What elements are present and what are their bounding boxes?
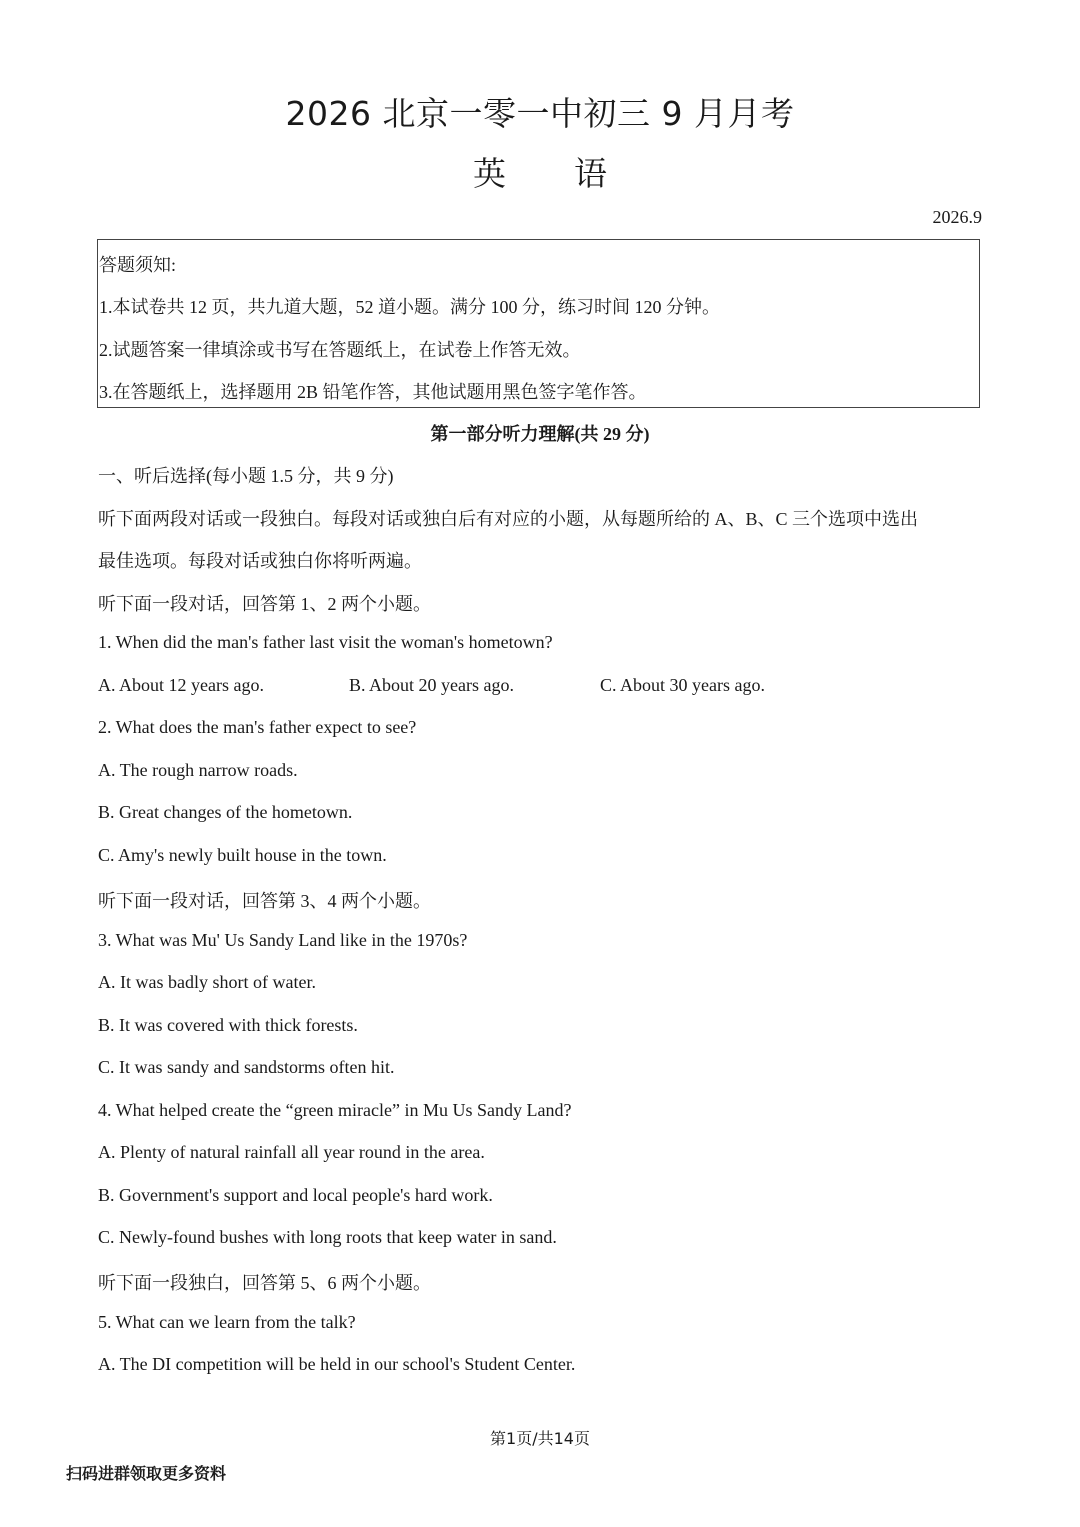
exam-date: 2026.9	[932, 207, 982, 227]
q2-option-c: C. Amy's newly built house in the town.	[98, 845, 387, 865]
notice-item: 1.本试卷共 12 页，共九道大题，52 道小题。满分 100 分，练习时间 120 分钟。	[99, 297, 720, 317]
section-title: 第一部分听力理解(共 29 分)	[430, 424, 650, 444]
exam-title: 2026 北京一零一中初三 9 月月考	[285, 94, 795, 133]
q1-option-c: C. About 30 years ago.	[600, 675, 765, 695]
notice-item: 2.试题答案一律填涂或书写在答题纸上，在试卷上作答无效。	[99, 340, 581, 360]
q2-option-a: A. The rough narrow roads.	[98, 760, 298, 780]
q5-option-a: A. The DI competition will be held in our school's Student Center.	[98, 1354, 576, 1374]
notice-heading: 答题须知:	[99, 255, 177, 275]
dialogue-prompt: 听下面一段对话，回答第 3、4 两个小题。	[98, 891, 431, 911]
question-5: 5. What can we learn from the talk?	[98, 1312, 356, 1332]
q3-option-b: B. It was covered with thick forests.	[98, 1015, 358, 1035]
monologue-prompt: 听下面一段独白，回答第 5、6 两个小题。	[98, 1273, 431, 1293]
q1-option-a: A. About 12 years ago.	[98, 675, 264, 695]
instructions-line: 最佳选项。每段对话或独白你将听两遍。	[98, 551, 422, 571]
q4-option-b: B. Government's support and local people's hard work.	[98, 1185, 493, 1205]
q3-option-a: A. It was badly short of water.	[98, 972, 316, 992]
question-1: 1. When did the man's father last visit the woman's hometown?	[98, 632, 553, 652]
q3-option-c: C. It was sandy and sandstorms often hit.	[98, 1057, 395, 1077]
notice-item: 3.在答题纸上，选择题用 2B 铅笔作答，其他试题用黑色签字笔作答。	[99, 382, 647, 402]
q4-option-c: C. Newly-found bushes with long roots that keep water in sand.	[98, 1227, 557, 1247]
instructions-line: 听下面两段对话或一段独白。每段对话或独白后有对应的小题，从每题所给的 A、B、C 三个选项中选出	[98, 509, 919, 529]
q2-option-b: B. Great changes of the hometown.	[98, 802, 353, 822]
subject-char-left: 英	[473, 154, 506, 193]
question-3: 3. What was Mu' Us Sandy Land like in the 1970s?	[98, 930, 468, 950]
q1-option-b: B. About 20 years ago.	[349, 675, 514, 695]
question-2: 2. What does the man's father expect to see?	[98, 717, 417, 737]
promo-text: 扫码进群领取更多资料	[66, 1464, 227, 1483]
subject-heading	[0, 148, 1080, 195]
subject-char-right: 语	[574, 154, 607, 193]
dialogue-prompt: 听下面一段对话，回答第 1、2 两个小题。	[98, 594, 431, 614]
part-title: 一、听后选择(每小题 1.5 分，共 9 分)	[98, 466, 394, 486]
q4-option-a: A. Plenty of natural rainfall all year round in the area.	[98, 1142, 485, 1162]
question-4: 4. What helped create the “green miracle” in Mu Us Sandy Land?	[98, 1100, 572, 1120]
page-number: 第1页/共14页	[490, 1429, 590, 1448]
notice-box	[97, 239, 980, 408]
